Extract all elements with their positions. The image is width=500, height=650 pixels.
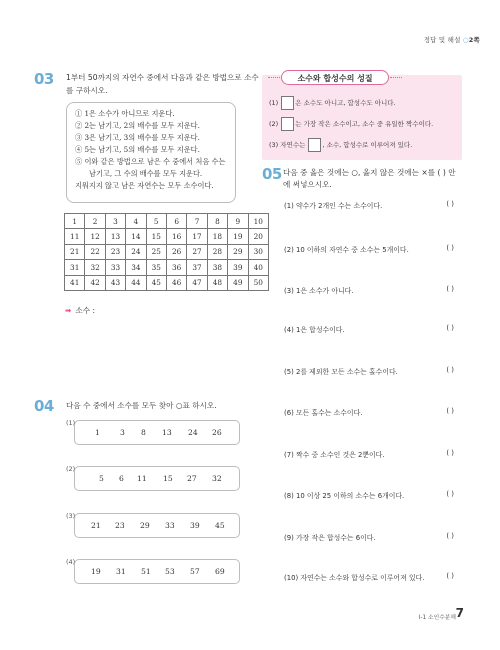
property-number: (2) [269,120,279,128]
set-number[interactable]: 24 [188,428,198,437]
set-number[interactable]: 5 [99,474,104,483]
grid-cell[interactable]: 4 [126,214,146,229]
footer-chapter: Ⅰ-1 소인수분해 [418,615,456,621]
set-number[interactable]: 21 [91,521,101,530]
grid-cell[interactable]: 46 [166,275,186,290]
grid-cell[interactable]: 24 [126,244,146,259]
statement-text: (4) 1은 합성수이다. [284,326,345,334]
grid-cell[interactable]: 44 [126,275,146,290]
statement-item [284,244,464,254]
rule-line: ② 2는 남기고, 2의 배수를 모두 지운다. [75,121,200,130]
statement-text: (8) 10 이상 25 이하의 소수는 6개이다. [284,492,405,500]
grid-cell[interactable]: 3 [105,214,125,229]
statement-text: (5) 2를 제외한 모든 소수는 홀수이다. [284,368,398,376]
grid-cell[interactable]: 11 [65,229,85,244]
statement-text: (3) 1은 소수가 아니다. [284,287,354,295]
grid-cell[interactable]: 20 [248,229,268,244]
set-number[interactable]: 26 [212,428,222,437]
grid-cell[interactable]: 19 [228,229,248,244]
blank-box[interactable] [281,96,294,110]
statement-item [284,449,464,459]
grid-row [65,275,269,290]
rule-line: ⑤ 이와 같은 방법으로 남은 수 중에서 처음 수는 [75,157,226,166]
q5-number: 05 [262,165,282,183]
page-header [424,35,480,44]
grid-cell[interactable]: 25 [146,244,166,259]
grid-cell[interactable]: 1 [65,214,85,229]
statement-text: (10) 자연수는 소수와 합성수로 이루어져 있다. [284,574,425,582]
q4-number: 04 [34,397,54,415]
property-line-2 [269,117,433,131]
grid-row [65,214,269,229]
sieve-rules-box [66,102,236,203]
property-line-1 [269,96,396,110]
q5-text-line2: 에 써넣으시오. [283,180,332,189]
grid-row [65,260,269,275]
set-number[interactable]: 6 [119,474,124,483]
statement-text: (7) 짝수 중 소수인 것은 2뿐이다. [284,451,385,459]
answer-blank[interactable]: ( ) [446,324,454,332]
statement-item [284,366,464,376]
statement-text: (6) 모든 홀수는 소수이다. [284,409,363,417]
set-number[interactable]: 11 [137,474,147,483]
statement-item [284,407,464,417]
statement-item [284,285,464,295]
set-number[interactable]: 53 [165,567,175,576]
grid-cell[interactable]: 27 [187,244,207,259]
set-number[interactable]: 3 [120,428,125,437]
grid-cell[interactable]: 9 [228,214,248,229]
grid-cell[interactable]: 34 [126,260,146,275]
q3-text-line2: 를 구하시오. [66,86,108,95]
grid-cell[interactable]: 14 [126,229,146,244]
set-number[interactable]: 69 [215,567,225,576]
grid-cell[interactable]: 22 [85,244,105,259]
q4-set-label: (3) [66,512,76,520]
set-number[interactable]: 32 [212,474,222,483]
statement-item [284,324,464,334]
grid-cell[interactable]: 42 [85,275,105,290]
property-text: 은 소수도 아니고, 합성수도 아니다. [295,99,396,107]
grid-cell[interactable]: 21 [65,244,85,259]
blank-box[interactable] [308,138,321,152]
set-number[interactable]: 31 [116,567,126,576]
q5-text-line1: 다음 중 옳은 것에는 ○, 옳지 않은 것에는 ×를 ( ) 안 [283,168,456,177]
blank-box[interactable] [281,117,294,131]
set-number[interactable]: 23 [115,521,125,530]
q4-set-label: (2) [66,465,76,473]
rule-line: ① 1은 소수가 아니므로 지운다. [75,109,175,118]
circle-mark-icon: ○ [462,36,469,44]
set-number[interactable]: 15 [163,474,173,483]
grid-cell[interactable]: 49 [228,275,248,290]
property-text: , 소수, 합성수로 이루어져 있다. [322,141,413,149]
grid-cell[interactable]: 23 [105,244,125,259]
grid-cell[interactable]: 2 [85,214,105,229]
grid-cell[interactable]: 28 [207,244,227,259]
grid-cell[interactable]: 5 [146,214,166,229]
property-line-3 [269,138,412,152]
grid-cell[interactable]: 36 [166,260,186,275]
grid-cell[interactable]: 33 [105,260,125,275]
header-prefix: 정답 및 해설 [423,36,461,44]
grid-cell[interactable]: 43 [105,275,125,290]
set-number[interactable]: 27 [187,474,197,483]
grid-cell[interactable]: 50 [248,275,268,290]
statement-text: (9) 가장 작은 합성수는 6이다. [284,534,376,542]
grid-cell[interactable]: 40 [248,260,268,275]
q3-answer-label[interactable]: 소수 : [75,306,96,315]
set-number[interactable]: 39 [190,521,200,530]
grid-cell[interactable]: 32 [85,260,105,275]
properties-title: 소수와 합성수의 성질 [281,70,389,85]
q5-text [283,167,473,191]
statement-item [284,572,464,582]
grid-cell[interactable]: 30 [248,244,268,259]
grid-cell[interactable]: 45 [146,275,166,290]
statement-text: (1) 약수가 2개인 수는 소수이다. [284,202,383,210]
q3-number: 03 [34,70,54,88]
grid-cell[interactable]: 39 [228,260,248,275]
grid-row [65,244,269,259]
grid-cell[interactable]: 26 [166,244,186,259]
property-number: (3) 자연수는 [269,141,306,149]
grid-cell[interactable]: 16 [166,229,186,244]
grid-cell[interactable]: 29 [228,244,248,259]
grid-cell[interactable]: 10 [248,214,268,229]
property-number: (1) [269,99,279,107]
statement-item [284,490,464,500]
q4-set-label: (4) [66,558,76,566]
property-text: 는 가장 작은 소수이고, 소수 중 유일한 짝수이다. [295,120,434,128]
q4-set-label: (1) [66,419,76,427]
statement-text: (2) 10 이하의 자연수 중 소수는 5개이다. [284,246,409,254]
grid-cell[interactable]: 47 [187,275,207,290]
arrow-right-icon: ➡ [65,306,72,315]
answer-blank[interactable]: ( ) [446,449,454,457]
set-number[interactable]: 51 [141,567,151,576]
set-number[interactable]: 57 [190,567,200,576]
statement-item [284,200,464,210]
grid-cell[interactable]: 38 [207,260,227,275]
set-number[interactable]: 45 [215,521,225,530]
rule-line: ④ 5는 남기고, 5의 배수를 모두 지운다. [75,145,200,154]
set-number[interactable]: 29 [140,521,150,530]
grid-cell[interactable]: 18 [207,229,227,244]
answer-blank[interactable]: ( ) [446,572,454,580]
answer-blank[interactable]: ( ) [446,285,454,293]
grid-row [65,229,269,244]
number-grid [64,213,269,291]
grid-cell[interactable]: 35 [146,260,166,275]
grid-cell[interactable]: 41 [65,275,85,290]
set-number[interactable]: 33 [165,521,175,530]
grid-cell[interactable]: 48 [207,275,227,290]
grid-cell[interactable]: 17 [187,229,207,244]
grid-cell[interactable]: 7 [187,214,207,229]
grid-cell[interactable]: 6 [166,214,186,229]
statement-item [284,532,464,542]
grid-cell[interactable]: 37 [187,260,207,275]
set-number[interactable]: 8 [141,428,146,437]
grid-cell[interactable]: 8 [207,214,227,229]
set-number[interactable]: 19 [91,567,101,576]
answer-blank[interactable]: ( ) [446,532,454,540]
header-page-ref: 2쪽 [468,36,480,44]
answer-blank[interactable]: ( ) [446,200,454,208]
q3-text-line1: 1부터 50까지의 자연수 중에서 다음과 같은 방법으로 소수 [66,73,259,82]
answer-blank[interactable]: ( ) [446,490,454,498]
set-number[interactable]: 13 [162,428,172,437]
answer-blank[interactable]: ( ) [446,244,454,252]
rule-line: ③ 3은 남기고, 3의 배수를 모두 지운다. [75,133,200,142]
rule-line: 지워지지 않고 남은 자연수는 모두 소수이다. [75,181,214,190]
answer-blank[interactable]: ( ) [446,366,454,374]
grid-cell[interactable]: 15 [146,229,166,244]
rule-line: 남기고, 그 수의 배수를 모두 지운다. [89,169,203,178]
set-number[interactable]: 1 [95,428,100,437]
q3-text [66,71,259,97]
grid-cell[interactable]: 12 [85,229,105,244]
grid-cell[interactable]: 31 [65,260,85,275]
q3-answer-line [65,305,95,316]
grid-cell[interactable]: 13 [105,229,125,244]
answer-blank[interactable]: ( ) [446,407,454,415]
page-number: 7 [455,606,464,620]
q4-text: 다음 수 중에서 소수를 모두 찾아 ○표 하시오. [66,401,217,410]
